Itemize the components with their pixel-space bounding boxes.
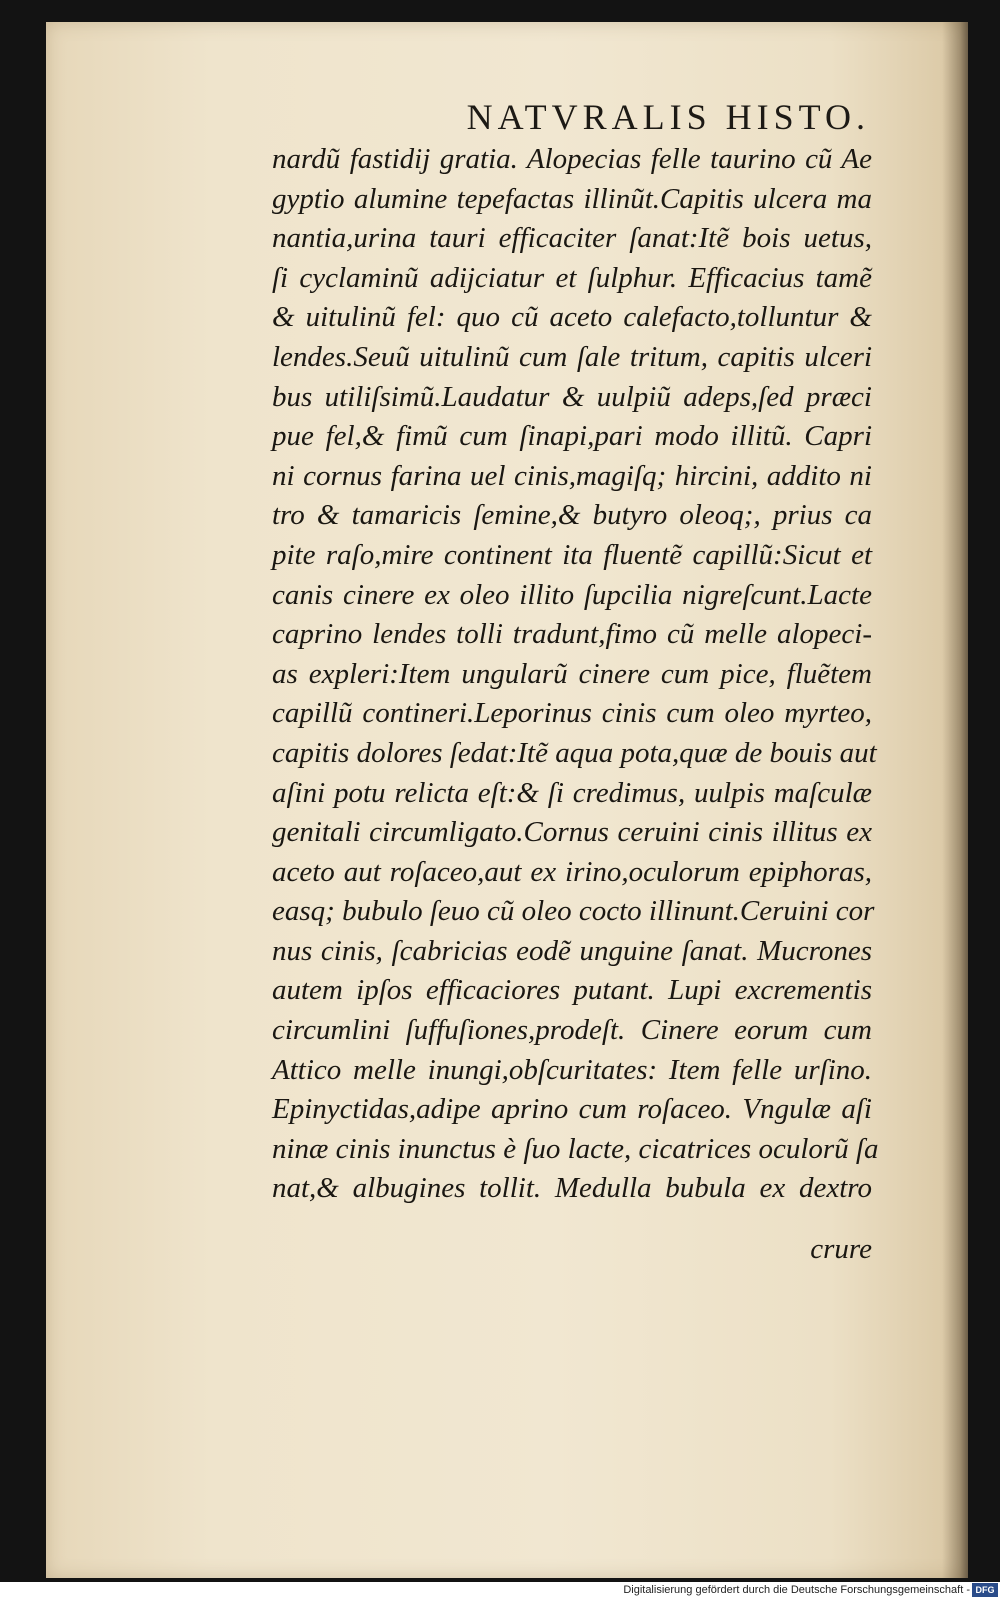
- text-line: capitis dolores ſedat:Itẽ aqua pota,quæ de bouis aut: [272, 736, 877, 769]
- text-line: aceto aut roſaceo,aut ex irino,oculorum epiphoras,: [272, 855, 872, 888]
- text-line: & uitulinũ fel: quo cũ aceto calefacto,tolluntur &: [272, 301, 872, 334]
- text-line: pite raſo,mire continent ita fluentẽ capillũ:Sicut et: [272, 538, 872, 571]
- text-line: genitali circumligato.Cornus ceruini cinis illitus ex: [272, 816, 872, 849]
- text-line: Attico melle inungi,obſcuritates: Item felle urſino.: [272, 1053, 872, 1086]
- page-gutter-shadow: [942, 22, 968, 1578]
- text-line: tro & tamaricis ſemine,& butyro oleoq;, prius ca: [272, 499, 872, 532]
- text-line: nus cinis, ſcabricias eodẽ unguine ſanat. Mucrones: [272, 934, 872, 967]
- text-line: capillũ contineri.Leporinus cinis cum oleo myrteo,: [272, 697, 872, 730]
- text-line: ni cornus farina uel cinis,magiſq; hircini, addito ni: [272, 459, 872, 492]
- text-line: nantia,urina tauri efficaciter ſanat:Itẽ bois uetus,: [272, 222, 872, 255]
- text-line: nat,& albugines tollit. Medulla bubula ex dextro: [272, 1172, 872, 1205]
- text-line: Epinyctidas,adipe aprino cum roſaceo. Vngulæ aſi: [272, 1093, 872, 1126]
- text-line: nardũ fastidij gratia. Alopecias felle taurino cũ Ae: [272, 143, 872, 175]
- text-line: lendes.Seuũ uitulinũ cum ſale tritum, capitis ulceri: [272, 340, 872, 373]
- text-line: bus utiliſsimũ.Laudatur & uulpiũ adeps,ſed præci: [272, 380, 872, 413]
- text-line: pue fel,& fimũ cum ſinapi,pari modo illitũ. Capri: [272, 420, 872, 453]
- text-line: circumlini ſuffuſiones,prodeſt. Cinere eorum cum: [272, 1014, 872, 1047]
- text-line: autem ipſos efficaciores putant. Lupi excrementis: [272, 974, 872, 1007]
- dfg-logo-icon: DFG: [972, 1583, 998, 1597]
- running-header: NATVRALIS HISTO.: [466, 97, 870, 137]
- text-line: caprino lendes tolli tradunt,fimo cũ melle alopeci-: [272, 618, 872, 651]
- text-line: as expleri:Item ungularũ cinere cum pice, fluẽtem: [272, 657, 872, 690]
- text-line: aſini potu relicta eſt:& ſi credimus, uulpis maſculæ: [272, 776, 872, 809]
- text-line: ſi cyclaminũ adijciatur et ſulphur. Efficacius tamẽ: [272, 261, 872, 294]
- text-line: easq; bubulo ſeuo cũ oleo cocto illinunt.Ceruini cor: [272, 895, 875, 928]
- text-line: canis cinere ex oleo illito ſupcilia nigreſcunt.Lacte: [272, 578, 872, 611]
- funding-credit: Digitalisierung gefördert durch die Deutsche Forschungsgemeinschaft -: [623, 1584, 970, 1596]
- text-line: ninæ cinis inunctus è ſuo lacte, cicatrices oculorũ ſa: [272, 1132, 879, 1165]
- footer-bar: [0, 1582, 1000, 1600]
- body-text: [272, 140, 879, 1209]
- catchword: crure: [810, 1233, 872, 1265]
- text-line: gyptio alumine tepefactas illinũt.Capitis ulcera ma: [272, 182, 872, 215]
